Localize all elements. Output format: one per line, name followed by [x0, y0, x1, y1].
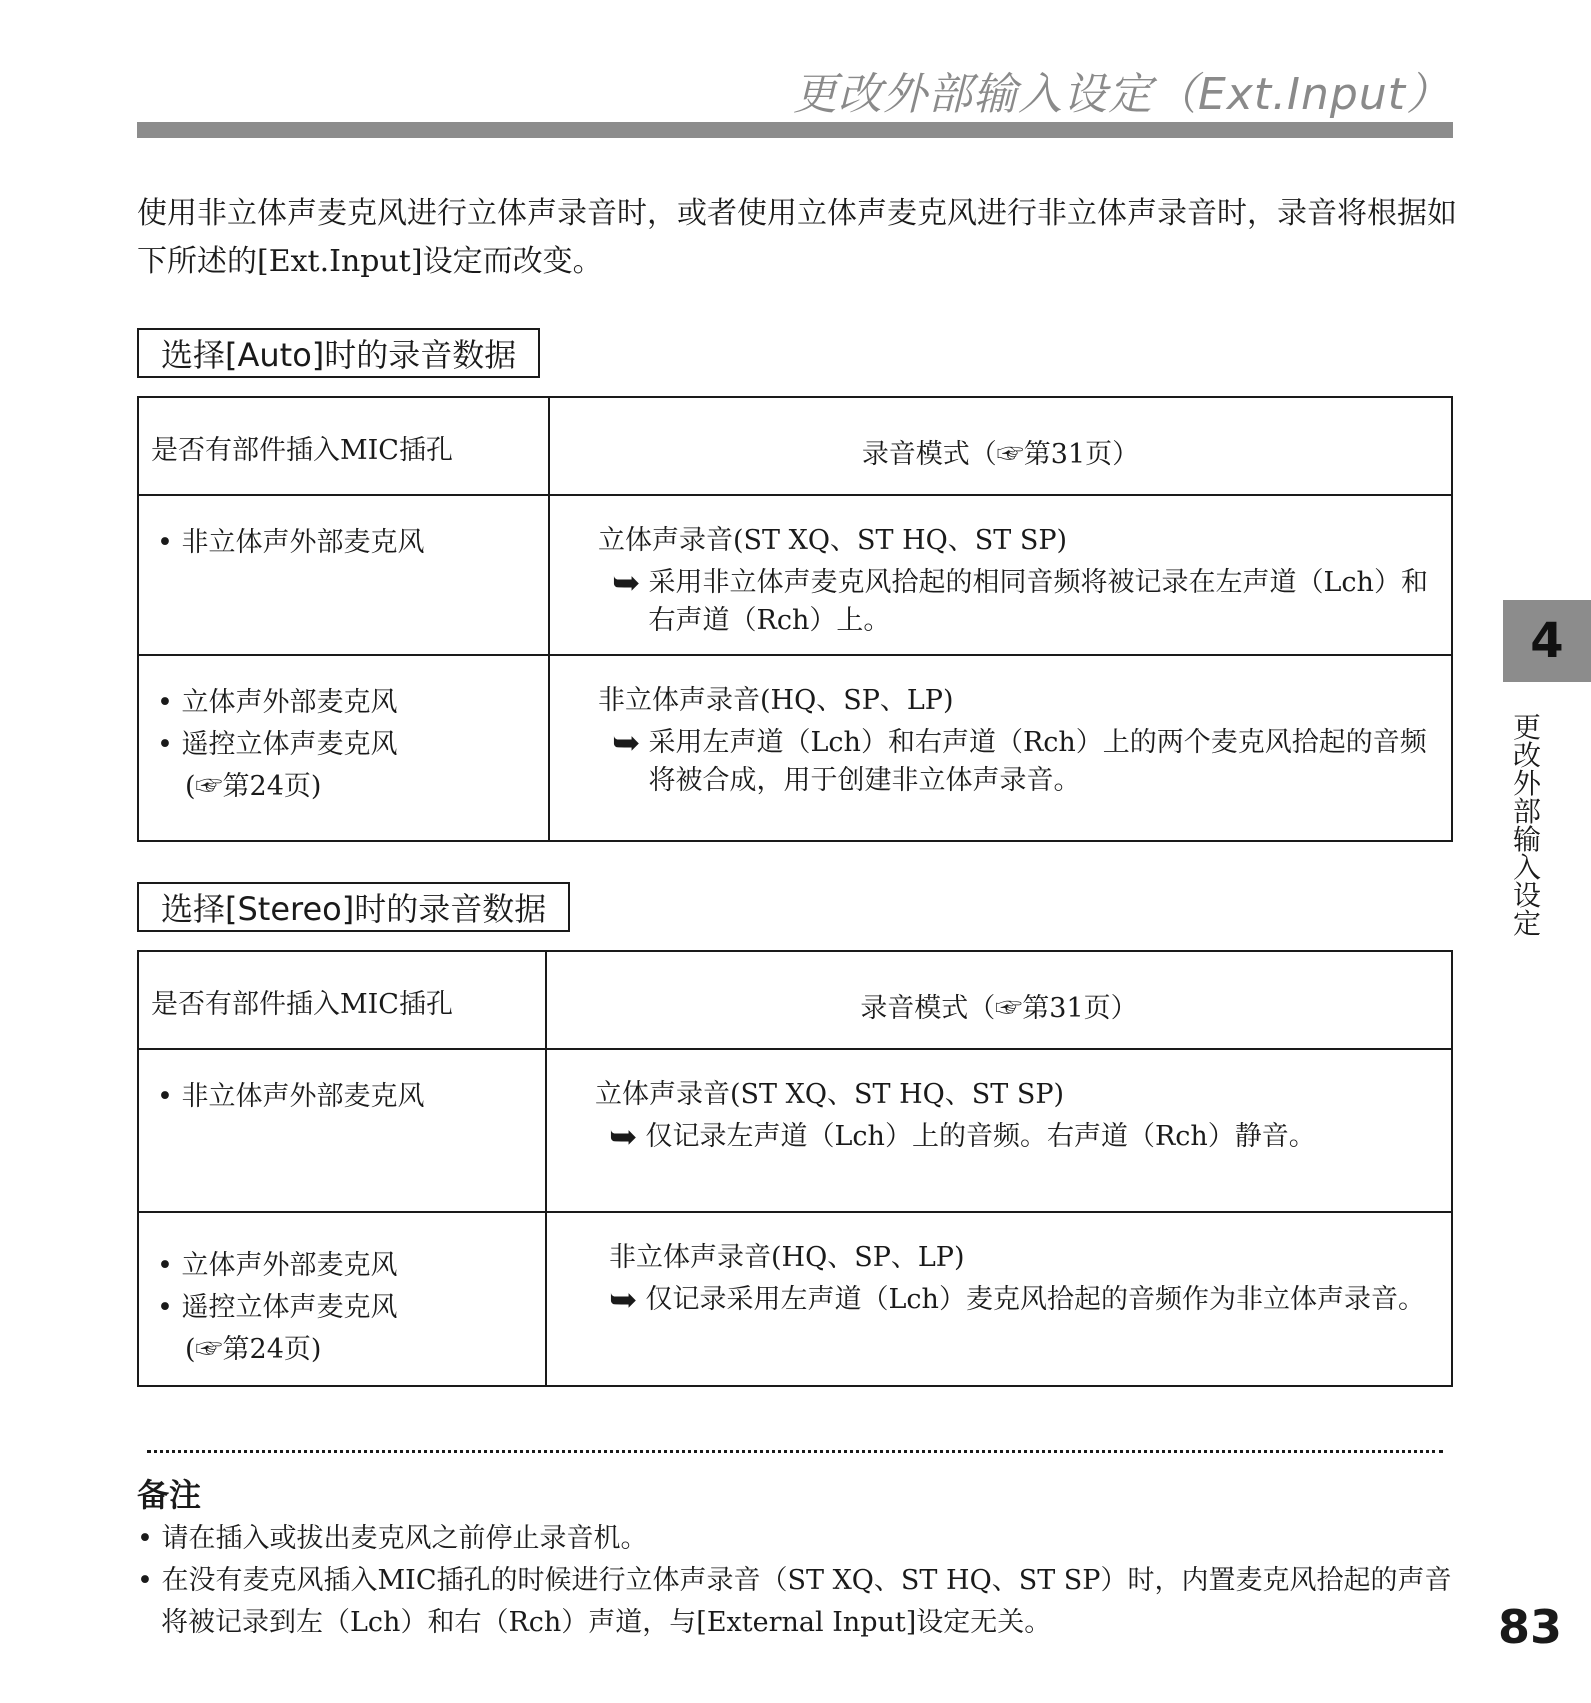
page-reference: (☞第24页)	[185, 771, 322, 802]
arrow-icon: ➥	[612, 563, 641, 603]
auto-table	[137, 396, 1453, 842]
page-number: 83	[1498, 1600, 1563, 1654]
notes-divider	[147, 1450, 1443, 1453]
mic-type-cell	[138, 1212, 546, 1386]
chapter-tab: 4	[1503, 600, 1591, 682]
page-header-title: 更改外部输入设定（Ext.Input）	[792, 69, 1451, 120]
arrow-icon: ➥	[609, 1117, 638, 1157]
mic-type-item: • 遥控立体声麦克风	[157, 724, 548, 766]
notes-title: 备注	[137, 1476, 202, 1514]
mic-type-item: • 立体声外部麦克风	[157, 1245, 545, 1287]
mode-cell	[549, 495, 1452, 655]
mic-type-cell	[138, 655, 549, 841]
arrow-icon: ➥	[609, 1280, 638, 1320]
mic-type-item: • 遥控立体声麦克风	[157, 1287, 545, 1329]
mode-cell	[546, 1212, 1452, 1386]
table-row	[138, 1049, 1452, 1212]
arrow-icon: ➥	[612, 723, 641, 763]
header-recording-mode: 录音模式（☞第31页）	[549, 397, 1452, 495]
table-row	[138, 495, 1452, 655]
section-title-stereo: 选择[Stereo]时的录音数据	[137, 882, 570, 932]
note-item: • 在没有麦克风插入MIC插孔的时候进行立体声录音（ST XQ、ST HQ、ST SP）时，内置麦克风拾起的声音将被记录到左（Lch）和右（Rch）声道，与[External Input]设定无关。	[137, 1560, 1457, 1644]
table-header-row	[138, 951, 1452, 1049]
mode-description: 仅记录左声道（Lch）上的音频。右声道（Rch）静音。	[645, 1121, 1316, 1152]
mode-name: 非立体声录音(HQ、SP、LP)	[609, 1242, 965, 1273]
mode-cell	[546, 1049, 1452, 1212]
table-header-row	[138, 397, 1452, 495]
mode-name: 立体声录音(ST XQ、ST HQ、ST SP)	[595, 1079, 1065, 1110]
header-mic-jack: 是否有部件插入MIC插孔	[138, 397, 549, 495]
table-row	[138, 1212, 1452, 1386]
mode-name: 立体声录音(ST XQ、ST HQ、ST SP)	[598, 525, 1068, 556]
mic-type-item: • 非立体声外部麦克风	[157, 1076, 545, 1118]
mode-description: 采用非立体声麦克风拾起的相同音频将被记录在左声道（Lch）和右声道（Rch）上。	[648, 567, 1428, 636]
mic-type-cell	[138, 495, 549, 655]
mode-description: 仅记录采用左声道（Lch）麦克风拾起的音频作为非立体声录音。	[645, 1284, 1425, 1315]
intro-paragraph: 使用非立体声麦克风进行立体声录音时，或者使用立体声麦克风进行非立体声录音时，录音将根据如下所述的[Ext.Input]设定而改变。	[137, 196, 1457, 279]
header-mic-jack: 是否有部件插入MIC插孔	[138, 951, 546, 1049]
stereo-table	[137, 950, 1453, 1387]
mic-type-item: • 立体声外部麦克风	[157, 682, 548, 724]
header-rule	[137, 122, 1453, 138]
notes-list	[137, 1518, 1457, 1644]
header-recording-mode: 录音模式（☞第31页）	[546, 951, 1452, 1049]
mic-type-cell	[138, 1049, 546, 1212]
chapter-side-label: 更改外部输入设定	[1512, 711, 1541, 940]
mode-description: 采用左声道（Lch）和右声道（Rch）上的两个麦克风拾起的音频将被合成，用于创建非立体声录音。	[648, 727, 1427, 796]
note-item: • 请在插入或拔出麦克风之前停止录音机。	[137, 1518, 1457, 1560]
mode-name: 非立体声录音(HQ、SP、LP)	[598, 685, 954, 716]
page-reference: (☞第24页)	[185, 1334, 322, 1365]
mode-cell	[549, 655, 1452, 841]
table-row	[138, 655, 1452, 841]
section-title-auto: 选择[Auto]时的录音数据	[137, 328, 540, 378]
mic-type-item: • 非立体声外部麦克风	[157, 522, 548, 564]
